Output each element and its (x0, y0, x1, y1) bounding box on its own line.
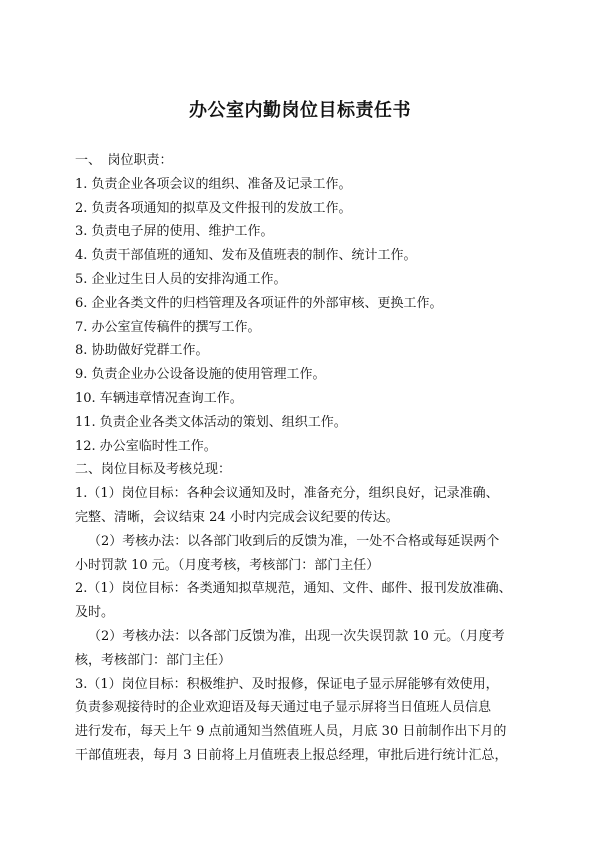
document-line: 及时。 (75, 605, 115, 621)
document-body (75, 149, 537, 768)
document-line: 9. 负责企业办公设备设施的使用管理工作。 (75, 367, 326, 383)
document-line: （2）考核办法：以各部门反馈为准，出现一次失误罚款 10 元。（月度考 (88, 628, 505, 644)
document-line: 负责参观接待时的企业欢迎语及每天通过电子显示屏将当日值班人员信息 (75, 700, 492, 716)
document-line: 二、岗位目标及考核兑现： (75, 462, 232, 478)
document-line: 1. 负责企业各项会议的组织、准备及记录工作。 (75, 176, 352, 192)
document-line: 12. 办公室临时性工作。 (75, 438, 217, 454)
document-line: 7. 办公室宣传稿件的撰写工作。 (75, 319, 261, 335)
document-line: 4. 负责干部值班的通知、发布及值班表的制作、统计工作。 (75, 248, 417, 264)
document-line: 干部值班表，每月 3 日前将上月值班表上报总经理，审批后进行统计汇总， (75, 747, 508, 763)
document-title: 办公室内勤岗位目标责任书 (189, 100, 411, 121)
document-line: 3.（1）岗位目标：积极维护、及时报修，保证电子显示屏能够有效使用， (75, 676, 499, 692)
document-line: 一、 岗位职责： (75, 153, 173, 168)
document-line: 6. 企业各类文件的归档管理及各项证件的外部审核、更换工作。 (75, 295, 443, 311)
document-line: 8. 协助做好党群工作。 (75, 343, 209, 359)
document-line: 11. 负责企业各类文体活动的策划、组织工作。 (75, 414, 347, 430)
document-line: 2. 负责各项通知的拟草及文件报刊的发放工作。 (75, 200, 352, 216)
document-line: 2.（1）岗位目标：各类通知拟草规范，通知、文件、邮件、报刊发放准确、 (75, 581, 512, 597)
document-line: 核，考核部门：部门主任） (75, 652, 232, 668)
document-line: 完整、清晰，会议结束 24 小时内完成会议纪要的传达。 (75, 509, 399, 525)
document-line: 5. 企业过生日人员的安排沟通工作。 (75, 271, 287, 287)
document-line: 1.（1）岗位目标：各种会议通知及时，准备充分，组织良好，记录准确、 (75, 486, 499, 502)
document-line: 进行发布，每天上午 9 点前通知当然值班人员，月底 30 日前制作出下月的 (75, 724, 507, 740)
document-line: （2）考核办法：以各部门收到后的反馈为准，一处不合格或每延误两个 (88, 533, 500, 549)
document-line: 10. 车辆违章情况查询工作。 (75, 390, 243, 406)
document-line: 3. 负责电子屏的使用、维护工作。 (75, 224, 274, 240)
document-line: 小时罚款 10 元。（月度考核，考核部门：部门主任） (75, 557, 380, 573)
